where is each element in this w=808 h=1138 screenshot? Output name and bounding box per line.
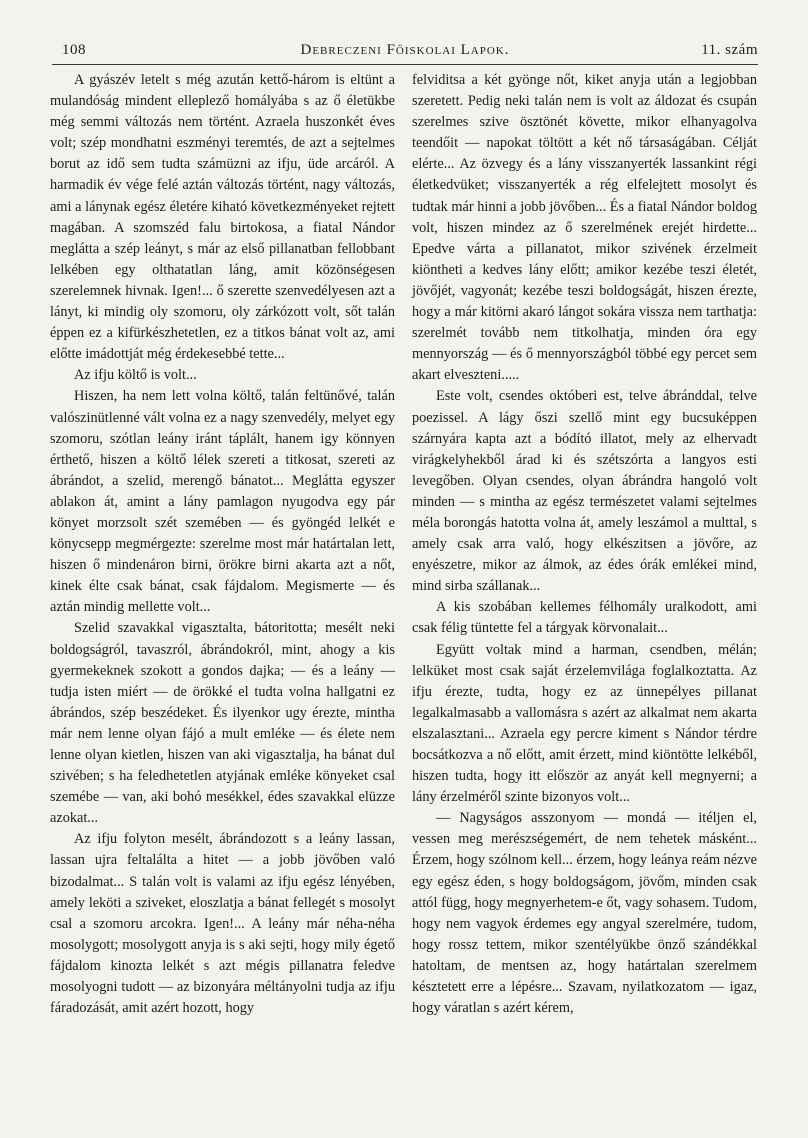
paragraph: Este volt, csendes októberi est, telve ábránddal, telve poezissel. A lágy őszi szellő mint egy bucsuképpen szárnyára kapta azt a bódító illatot, mely az elhervadt virágkelyhekből árad ki és szétszórta a langyos esti levegőben. Olyan csendes, olyan ábrándra hangoló volt minden — s mintha az egész természetet valami sejtelmes méla borongás hatotta volna át, amely leszámol a multtal, s amely csak arra való, hogy elkészitsen a jövőre, az enyészetre, mikor az álmok, az édes órák emlékei mind, mind sirba szállanak... xyxy=(412,388,757,595)
paragraph: Az ifju folyton mesélt, ábrándozott s a leány lassan, lassan ujra feltalálta a hitet — a jobb jövőben való bizodalmat... S talán volt is valami az ifju egész lényében, amely leköti a sziveket, eloszlatja a bánat fellegét s mosolyt csal a szomoru arcokra. Igen!... A leány már néha-néha mosolygott; mosolygott anyja is s aki sejti, hogy mily égető fájdalom kinozta lelkét s azt mégis pillanatra feledve mosolyogni tudott — az bizonyára méltányolni tudja az ifju fáradozását, amit azért hozott, hogy xyxy=(50,831,395,1017)
paragraph: — Nagyságos asszonyom — mondá — itéljen el, vessen meg merészségemért, de nem tehetek másként... Érzem, hogy szólnom kell... érzem, hogy leánya reám nézve egy egész éden, s hogy boldogságom, jövőm, minden csak attól függ, hogy megnyerhetem-e őt, vagy sohasem. Tudom, hogy nem vagyok érdemes egy angyal szerelmére, tudom, hogy rossz tettem, mikor szentélyükbe önző szándékkal hatoltam, de mentsen az, hogy határtalan szerelmem késztetett erre a lépésre... Szavam, nyilatkozatom — igaz, hogy váratlan s azért kérem, xyxy=(412,810,757,1017)
paragraph: Az ifju költő is volt... xyxy=(74,367,197,384)
paragraph: A kis szobában kellemes félhomály uralkodott, ami csak félig tüntette fel a tárgyak körvonalait... xyxy=(412,599,757,637)
paragraph: A gyászév letelt s még azután kettő-három is eltünt a mulandóság mindent elleplező homályába s az ő életükbe még semmi változás nem történt. Azraela huszonkét éves volt; szép mondhatni eszményi teremtés, de azt a sejtelmes borut az idő sem tudta számüzni az ifju, üde arcáról. A harmadik év vége felé aztán változás történt, nagy változás, ami a lánynak egész életére kiható következményeket rejtett magában. A szomszéd falu birtokosa, a fiatal Nándor meglátta a szép leányt, s már az első pillanatban fellobbant lelkében egy olthatatlan láng, amit közönségesen szerelemnek hivnak. Igen!... ő szerette szenvedélyesen azt a lányt, ki mindig oly szomoru, oly zárkózott volt, sőt talán éppen ez a kifürkészhetetlen, ez a titkos bánat volt az, ami előtte imádottját még érdekesebbé tette... xyxy=(50,72,395,363)
paragraph: Szelid szavakkal vigasztalta, bátoritotta; mesélt neki boldogságról, tavaszról, ábrándokról, mint, ahogy a kis gyermekeknek szokott a gondos dajka; — és a leány — tudja isten miért — de örökké el tudta volna hallgatni ez ábrándos, szép beszédeket. És ilyenkor ugy érezte, mintha már nem lenne olyan fájó a mult emléke — és élete nem lenne olyan kietlen, hiszen van aki vigasztalja, ha bánat dul szivében; s ha feledhetetlen atyjának emléke könyeket csal szemébe — van, aki bohó mesékkel, édes szavakkal elüzze azokat... xyxy=(50,620,395,827)
issue-number: 11. szám xyxy=(701,42,758,58)
running-header xyxy=(52,40,758,62)
header-rule xyxy=(52,64,758,65)
paragraph: felviditsa a két gyönge nőt, kiket anyja után a legjobban szeretett. Pedig neki talán nem is volt az áldozat és csupán szerelmes szive ösztönét követte, mikor elhanyagolva teendőit — napokat töltött a két nő társaságában. Célját elérte... Az özvegy és a lány visszanyerték lassankint régi életkedvüket; visszanyerték a rég elfelejtett mosolyt és tudtak már hinni a jobb jövőben... És a fiatal Nándor boldog volt, hiszen mindez az ő szerelmének erejét hirdette... Epedve várta a pillanatot, mikor szivének érzelmeit kiöntheti a kedves lány előtt; amikor kezébe teszi életét, jövőjét, vagyonát; kezébe teszi boldogságát, hiszen érezte, hogy a már kitörni akaró lángot sokára vissza nem tarthatja: szerelmét tovább nem titkolhatja, minden óra egy mennyország — és ő mennyországból többé egy percet sem akart elveszteni..... xyxy=(412,72,757,384)
left-column xyxy=(50,70,395,1019)
paragraph: Együtt voltak mind a harman, csendben, mélán; lelküket most csak saját érzelemvilága foglalkoztatta. Az ifju érezte, tudta, hogy ez az ünnepélyes pillanat legalkalmasabb a vallomásra s azért az alkalmat nem akarta elszalasztani... Azraela egy percre kiment s Nándor térdre bocsátkozva a nő előtt, amit érzett, mind kiöntötte lelkéből, hiszen tudta, hogy itt először az anyát kell megnyerni; a lány érzelméről szinte bizonyos volt... xyxy=(412,641,757,806)
page-number: 108 xyxy=(62,42,86,58)
right-column xyxy=(412,70,757,1019)
paragraph: Hiszen, ha nem lett volna költő, talán feltünővé, talán valószinütlenné vált volna ez a nagy szenvedély, melyet egy szomoru, szótlan leány iránt táplált, hanem igy könnyen érthető, hiszen a költő lélek szereti a titkosat, szereti az ábrándot, a szelid, merengő bánatot... Meglátta egyszer ablakon át, amint a lány pamlagon nyugodva egy pár könyet morzsolt szét szemében — és gyöngéd lelkét e könycsepp megmérgezte: szerelme most már határtalan lett, hiszen ő mindenáron birni, örökre birni akarta azt a nőt, kinek élte csak bánat, csak fájdalom. Megismerte — és aztán mindig mellette volt... xyxy=(50,388,395,616)
journal-title: Debreczeni Főiskolai Lapok. xyxy=(300,42,510,58)
